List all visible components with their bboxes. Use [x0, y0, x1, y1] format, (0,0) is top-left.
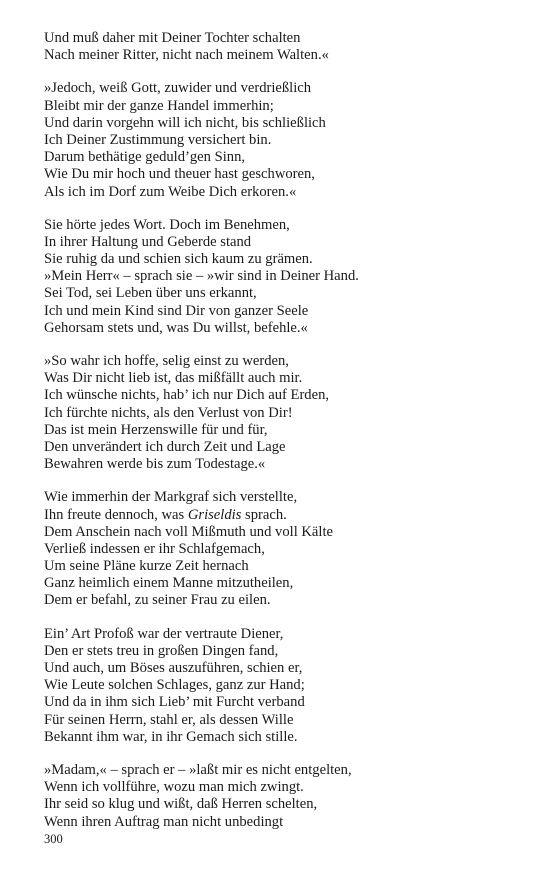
stanza — [44, 762, 514, 831]
verse-line: Nach meiner Ritter, nicht nach meinem Walten.« — [44, 47, 329, 64]
verse-line: Dem Anschein nach voll Mißmuth und voll Kälte — [44, 523, 333, 540]
verse-line: Ich fürchte nichts, als den Verlust von Dir! — [44, 404, 293, 421]
verse-line: Darum bethätige geduld’gen Sinn, — [44, 149, 246, 166]
verse-line: Ihr seid so klug und wißt, daß Herren schelten, — [44, 796, 318, 813]
verse-line: Gehorsam stets und, was Du willst, befehle.« — [44, 319, 308, 336]
verse-line: »Madam,« – sprach er – »laßt mir es nicht entgelten, — [44, 761, 352, 778]
verse-line: Wie Du mir hoch und theuer hast geschworen, — [44, 166, 315, 183]
verse-line: Wie Leute solchen Schlages, ganz zur Hand; — [44, 677, 305, 694]
verse-line: »So wahr ich hoffe, selig einst zu werden, — [44, 353, 289, 369]
verse-line: Was Dir nicht lieb ist, das mißfällt auch mir. — [44, 370, 303, 387]
stanza — [44, 353, 514, 473]
stanza — [44, 30, 514, 64]
verse-line: Sie hörte jedes Wort. Doch im Benehmen, — [44, 216, 290, 233]
verse-line: Den er stets treu in großen Dingen fand, — [44, 642, 279, 659]
verse-line: Ich Deiner Zustimmung versichert bin. — [44, 131, 272, 148]
stanza — [44, 626, 514, 746]
verse-line: Für seinen Herrn, stahl er, als dessen Wille — [44, 711, 294, 728]
verse-line: Als ich im Dorf zum Weibe Dich erkoren.« — [44, 183, 297, 200]
verse-line: Das ist mein Herzenswille für und für, — [44, 421, 268, 438]
verse-line: Dem er befahl, zu seiner Frau zu eilen. — [44, 592, 271, 609]
verse-line: Sie ruhig da und schien sich kaum zu grämen. — [44, 251, 313, 268]
verse-line: Wenn ihren Auftrag man nicht unbedingt — [44, 813, 284, 830]
stanza — [44, 489, 514, 609]
verse-line: Bleibt mir der ganze Handel immerhin; — [44, 97, 274, 114]
verse-line: Bekannt ihm war, in ihr Gemach sich stille. — [44, 728, 298, 745]
verse-line: Ich wünsche nichts, hab’ ich nur Dich auf Erden, — [44, 387, 330, 404]
page-number: 300 — [44, 832, 63, 846]
verse-text: Ihn freute dennoch, was — [44, 506, 188, 523]
verse-line: Um seine Pläne kurze Zeit hernach — [44, 558, 249, 575]
stanza — [44, 80, 514, 200]
poem-text — [44, 30, 514, 847]
verse-line: »Mein Herr« – sprach sie – »wir sind in Deiner Hand. — [44, 268, 359, 285]
verse-line: Sei Tod, sei Leben über uns erkannt, — [44, 285, 257, 302]
verse-line: Und auch, um Böses auszuführen, schien er, — [44, 660, 303, 676]
verse-line: Ganz heimlich einem Manne mitzutheilen, — [44, 575, 294, 592]
verse-line: Und muß daher mit Deiner Tochter schalten — [44, 30, 301, 46]
verse-line: Und da in ihm sich Lieb’ mit Furcht verband — [44, 694, 305, 711]
verse-line: Wie immerhin der Markgraf sich verstellte, — [44, 489, 298, 506]
verse-line: Ich und mein Kind sind Dir von ganzer Seele — [44, 302, 309, 319]
verse-line: Ein’ Art Profoß war der vertraute Diener, — [44, 625, 284, 642]
verse-line: Verließ indessen er ihr Schlafgemach, — [44, 540, 265, 557]
verse-line: »Jedoch, weiß Gott, zuwider und verdrießlich — [44, 80, 312, 97]
verse-line: Wenn ich vollführe, wozu man mich zwingt. — [44, 779, 304, 796]
verse-line: Bewahren werde bis zum Todestage.« — [44, 456, 266, 473]
verse-line: In ihrer Haltung und Geberde stand — [44, 233, 252, 250]
stanza — [44, 217, 514, 337]
verse-line: Und darin vorgehn will ich nicht, bis schließlich — [44, 114, 326, 131]
verse-line: Den unverändert ich durch Zeit und Lage — [44, 438, 286, 455]
italic-name: Griseldis — [187, 506, 242, 523]
verse-line — [44, 507, 514, 524]
verse-text: sprach. — [241, 506, 287, 523]
